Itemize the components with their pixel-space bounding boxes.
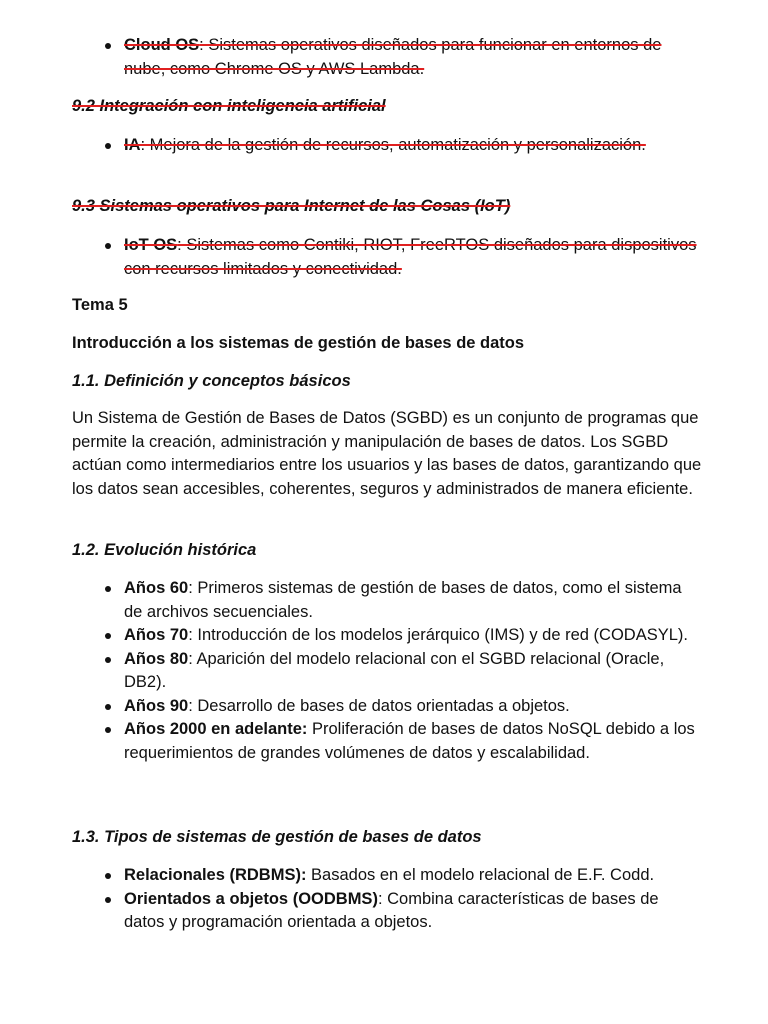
list-item xyxy=(124,234,702,281)
list-item-term: Relacionales (RDBMS): xyxy=(124,866,307,884)
list-item-term: Años 60 xyxy=(124,579,189,597)
list-item-term: Años 2000 en adelante: xyxy=(124,720,308,738)
heading-1-3: 1.3. Tipos de sistemas de gestión de bases de datos xyxy=(72,828,482,846)
heading-9-3: 9.3 Sistemas operativos para Internet de las Cosas (IoT) xyxy=(72,197,511,215)
list-item xyxy=(124,718,702,765)
list-item xyxy=(124,648,702,695)
list-item-text: : Aparición del modelo relacional con el SGBD relacional (Oracle, DB2). xyxy=(124,649,665,691)
list-item-text: : Desarrollo de bases de datos orientadas a objetos. xyxy=(188,696,570,715)
heading-1-1: 1.1. Definición y conceptos básicos xyxy=(72,372,351,390)
history-list xyxy=(72,577,702,765)
list-item xyxy=(124,864,702,888)
list-item xyxy=(124,888,702,935)
cloud-os-list xyxy=(72,34,702,81)
list-item-term: Años 70 xyxy=(124,626,189,644)
types-list xyxy=(72,864,702,935)
list-item-term: Años 80 xyxy=(124,649,189,668)
list-item-term: IoT OS xyxy=(124,236,178,254)
tema-label: Tema 5 xyxy=(72,296,128,314)
list-item xyxy=(124,134,702,158)
list-item-text: : Sistemas operativos diseñados para funcionar en entornos de nube, como Chrome OS y AWS Lambda. xyxy=(124,36,662,78)
iot-list xyxy=(72,234,702,281)
heading-1-2: 1.2. Evolución histórica xyxy=(72,541,257,559)
list-item-text: : Combina características de bases de datos y programación orientada a objetos. xyxy=(124,889,659,931)
list-item xyxy=(124,695,702,719)
ia-list xyxy=(72,134,702,158)
paragraph-1-1: Un Sistema de Gestión de Bases de Datos (SGBD) es un conjunto de programas que permite la creación, administración y manipulación de bases de datos. Los SGBD actúan como intermediarios entre los usuarios y las bases de datos, garantizando que los datos sean accesibles, coherentes, seguros y administrados de manera eficiente. xyxy=(72,409,702,498)
list-item-term: Años 90 xyxy=(124,696,189,715)
list-item-term: Cloud OS xyxy=(124,36,200,54)
list-item xyxy=(124,577,702,624)
list-item xyxy=(124,624,702,648)
list-item-term: IA xyxy=(124,136,141,154)
list-item xyxy=(124,34,702,81)
list-item-text: : Sistemas como Contiki, RIOT, FreeRTOS diseñados para dispositivos con recursos limitados y conectividad. xyxy=(124,236,697,278)
list-item-term: Orientados a objetos (OODBMS) xyxy=(124,889,378,908)
tema-title: Introducción a los sistemas de gestión de bases de datos xyxy=(72,334,525,352)
list-item-text: Proliferación de bases de datos NoSQL debido a los requerimientos de grandes volúmenes de datos y escalabilidad. xyxy=(124,720,695,762)
list-item-text: : Introducción de los modelos jerárquico (IMS) y de red (CODASYL). xyxy=(188,626,688,644)
list-item-text: Basados en el modelo relacional de E.F. Codd. xyxy=(306,866,655,884)
heading-9-2: 9.2 Integración con inteligencia artificial xyxy=(72,97,386,115)
list-item-text: : Mejora de la gestión de recursos, automatización y personalización. xyxy=(140,136,646,154)
list-item-text: : Primeros sistemas de gestión de bases de datos, como el sistema de archivos secuenciales. xyxy=(124,579,682,621)
